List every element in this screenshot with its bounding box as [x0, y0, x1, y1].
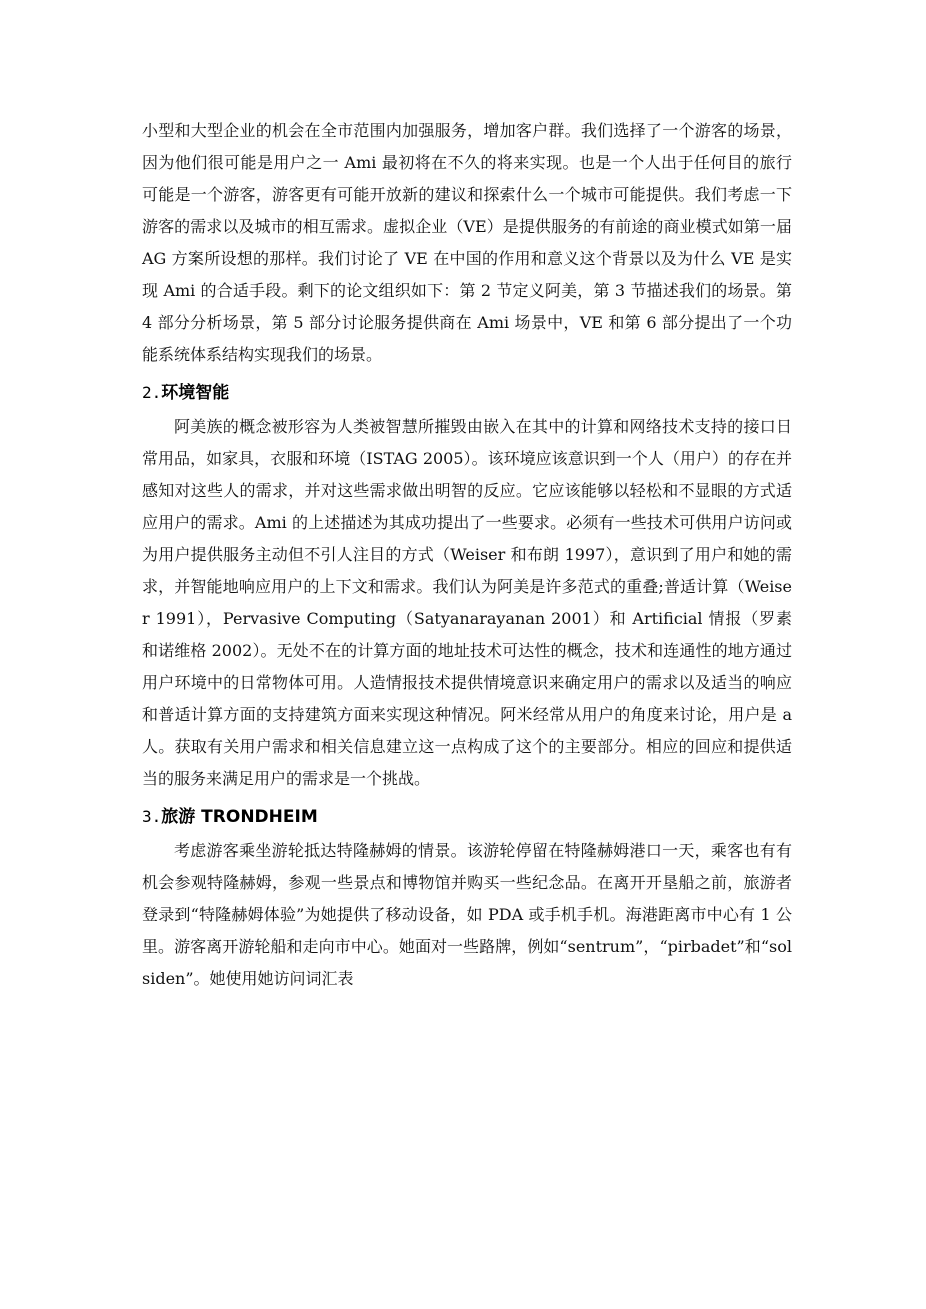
section-3-number: 3. — [142, 807, 162, 826]
section-2-number: 2. — [142, 383, 162, 402]
section-3-paragraph: 考虑游客乘坐游轮抵达特隆赫姆的情景。该游轮停留在特隆赫姆港口一天，乘客也有有机会参观特隆赫姆，参观一些景点和博物馆并购买一些纪念品。在离开开垦船之前，旅游者登录到“特隆赫姆体验”为她提供了移动设备，如 PDA 或手机手机。海港距离市中心有 1 公里。游客离开游轮船和走向市中心。她面对一些路牌，例如“sentrum”，“pirbadet”和“solsiden”。她使用她访问词汇表 — [142, 841, 792, 988]
intro-paragraph: 小型和大型企业的机会在全市范围内加强服务，增加客户群。我们选择了一个游客的场景，因为他们很可能是用户之一 Ami 最初将在不久的将来实现。也是一个人出于任何目的旅行可能是一个游客，游客更有可能开放新的建议和探索什么一个城市可能提供。我们考虑一下游客的需求以及城市的相互需求。虚拟企业（VE）是提供服务的有前途的商业模式如第一届 AG 方案所设想的那样。我们讨论了 VE 在中国的作用和意义这个背景以及为什么 VE 是实现 Ami 的合适手段。剩下的论文组织如下：第 2 节定义阿美，第 3 节描述我们的场景。第 4 部分分析场景，第 5 部分讨论服务提供商在 Ami 场景中，VE 和第 6 部分提出了一个功能系统体系结构实现我们的场景。 — [142, 121, 792, 364]
section-3-title: 旅游 TRONDHEIM — [161, 807, 318, 827]
section-3-heading — [142, 801, 792, 833]
section-2-title: 环境智能 — [161, 383, 230, 403]
section-2-paragraph: 阿美族的概念被形容为人类被智慧所摧毁由嵌入在其中的计算和网络技术支持的接口日常用品，如家具，衣服和环境（ISTAG 2005）。该环境应该意识到一个人（用户）的存在并感知对这些人的需求，并对这些需求做出明智的反应。它应该能够以轻松和不显眼的方式适应用户的需求。Ami 的上述描述为其成功提出了一些要求。必须有一些技术可供用户访问或为用户提供服务主动但不引人注目的方式（Weiser 和布朗 1997），意识到了用户和她的需求，并智能地响应用户的上下文和需求。我们认为阿美是许多范式的重叠;普适计算（Weiser 1991），Pervasive Computing（Satyanarayanan 2001）和 Artificial 情报（罗素和诺维格 2002）。无处不在的计算方面的地址技术可达性的概念，技术和连通性的地方通过用户环境中的日常物体可用。人造情报技术提供情境意识来确定用户的需求以及适当的响应和普适计算方面的支持建筑方面来实现这种情况。阿米经常从用户的角度来讨论，用户是 a 人。获取有关用户需求和相关信息建立这一点构成了这个的主要部分。相应的回应和提供适当的服务来满足用户的需求是一个挑战。 — [142, 417, 792, 788]
document-page — [142, 115, 792, 995]
section-2-heading — [142, 377, 792, 409]
